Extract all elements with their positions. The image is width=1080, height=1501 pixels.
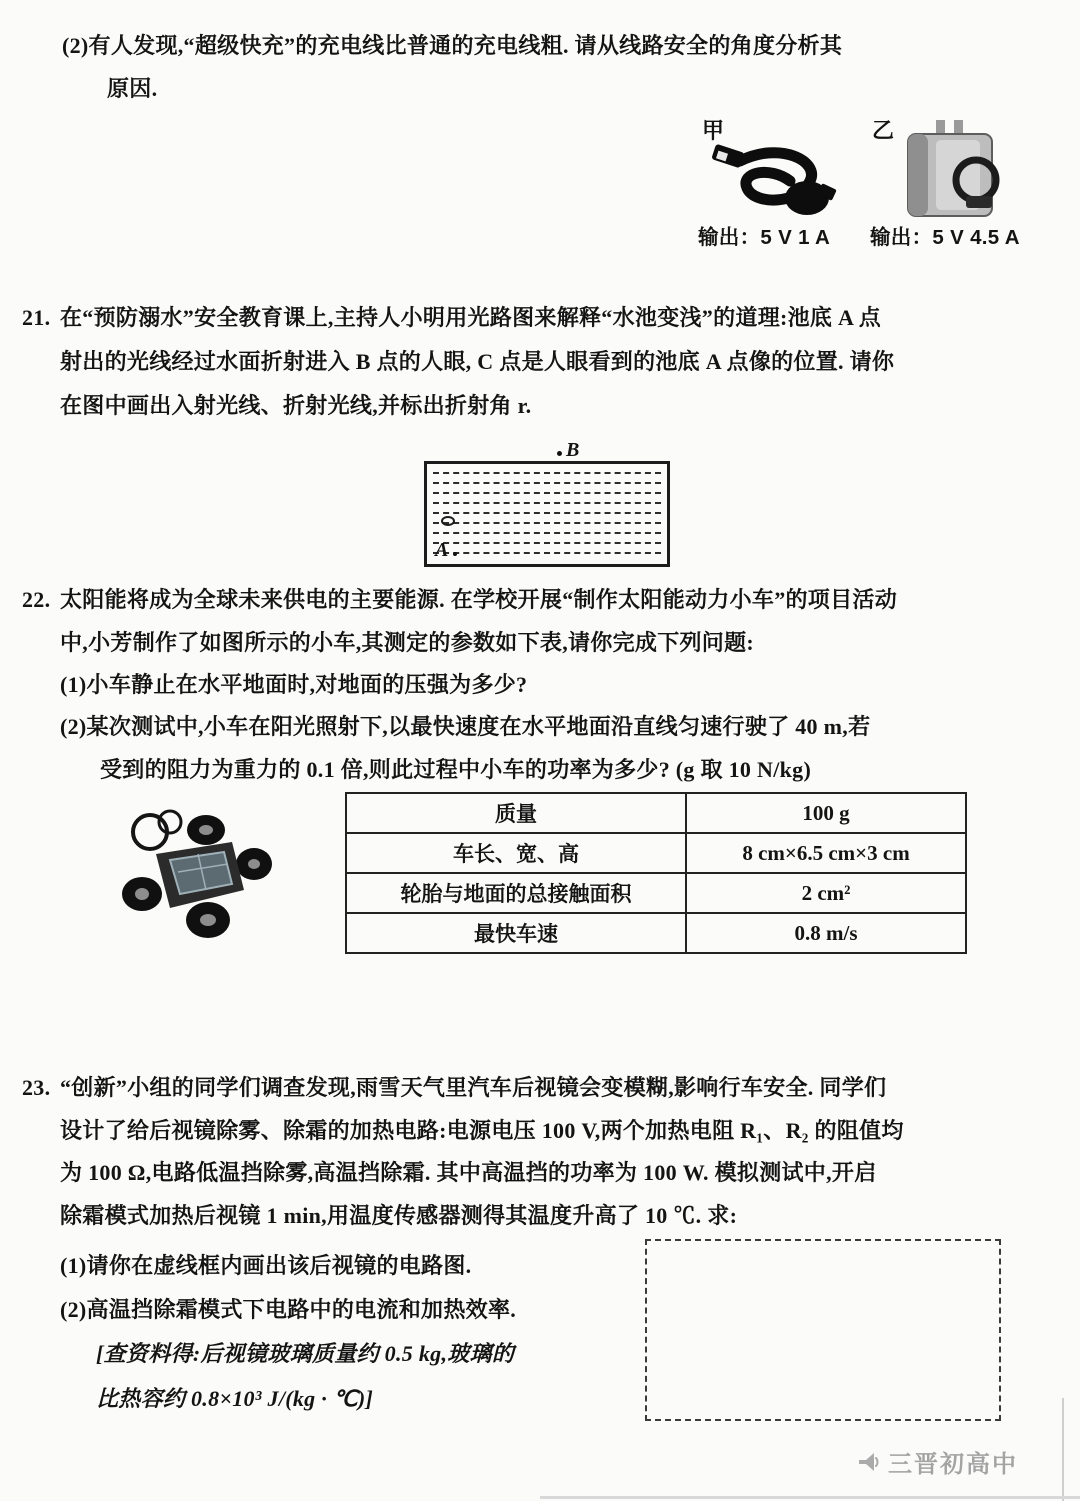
q23-item2: (2)高温挡除霜模式下电路中的电流和加热效率.: [60, 1297, 517, 1322]
watermark: [856, 1444, 1018, 1479]
param-value: 100 g: [686, 793, 966, 833]
water-line: [433, 532, 661, 534]
table-row: [346, 873, 966, 913]
q22-line2: 中,小芳制作了如图所示的小车,其测定的参数如下表,请你完成下列问题:: [60, 630, 755, 655]
point-b-label: B: [566, 439, 580, 461]
q21-line2: 射出的光线经过水面折射进入 B 点的人眼, C 点是人眼看到的池底 A 点像的位置. 请你: [60, 349, 895, 374]
param-value: 0.8 m/s: [686, 913, 966, 953]
param-value: 8 cm×6.5 cm×3 cm: [686, 833, 966, 873]
q23-line2: 设计了给后视镜除雾、除霜的加热电路:电源电压 100 V,两个加热电阻 R₁、R₂ 的阻值均: [60, 1118, 904, 1143]
q22-item2-line1: (2)某次测试中,小车在阳光照射下,以最快速度在水平地面沿直线匀速行驶了 40 m,若: [60, 714, 871, 739]
q23-note-line2: 比热容约 0.8×10³ J/(kg · ℃)]: [96, 1386, 374, 1411]
param-label: 质量: [346, 793, 686, 833]
table-row: [346, 833, 966, 873]
point-b-dot: [557, 451, 562, 456]
q23-line1: “创新”小组的同学们调查发现,雨雪天气里汽车后视镜会变模糊,影响行车安全. 同学们: [60, 1075, 887, 1100]
water-line: [433, 472, 661, 474]
charger-b-image: [896, 118, 1014, 223]
charger-b-caption: 输出：5 V 4.5 A: [870, 226, 1020, 249]
water-line: [433, 502, 661, 504]
q23-item1: (1)请你在虚线框内画出该后视镜的电路图.: [60, 1253, 472, 1278]
charger-a-caption: 输出：5 V 1 A: [698, 226, 831, 249]
scan-artifact: [1062, 1398, 1064, 1501]
solar-car-image: [108, 798, 276, 948]
q20-part2-line2: 原因.: [107, 76, 158, 101]
q23-line3: 为 100 Ω,电路低温挡除雾,高温挡除霜. 其中高温挡的功率为 100 W. 模拟测试中,开启: [60, 1160, 877, 1185]
megaphone-icon: [856, 1449, 882, 1475]
q20-part2-line1: (2)有人发现,“超级快充”的充电线比普通的充电线粗. 请从线路安全的角度分析其: [62, 33, 843, 58]
q21-number: 21.: [22, 305, 51, 330]
charger-a-label: 甲: [702, 118, 725, 143]
charger-a-image: [695, 126, 845, 226]
point-a-dot: [453, 552, 457, 556]
param-label: 轮胎与地面的总接触面积: [346, 873, 686, 913]
param-value: 2 cm²: [686, 873, 966, 913]
point-a-label: A: [435, 539, 449, 561]
circuit-drawing-box: [645, 1239, 1001, 1421]
param-label: 最快车速: [346, 913, 686, 953]
q21-line1: 在“预防溺水”安全教育课上,主持人小明用光路图来解释“水池变浅”的道理:池底 A 点: [60, 305, 882, 330]
scan-artifact: [540, 1496, 1080, 1499]
q23-note-line1: [查资料得:后视镜玻璃质量约 0.5 kg,玻璃的: [96, 1341, 515, 1366]
q23-number: 23.: [22, 1075, 51, 1100]
q23-line4: 除霜模式加热后视镜 1 min,用温度传感器测得其温度升高了 10 ℃. 求:: [60, 1203, 738, 1228]
table-row: [346, 793, 966, 833]
q22-item1: (1)小车静止在水平地面时,对地面的压强为多少?: [60, 672, 528, 697]
water-line: [433, 552, 661, 554]
water-tank: [424, 461, 670, 567]
watermark-text: 三晋初高中: [888, 1451, 1018, 1478]
param-label: 车长、宽、高: [346, 833, 686, 873]
q22-line1: 太阳能将成为全球未来供电的主要能源. 在学校开展“制作太阳能动力小车”的项目活动: [60, 587, 898, 612]
car-parameter-table: [345, 792, 967, 954]
water-line: [433, 512, 661, 514]
point-c-mark: [441, 516, 455, 526]
water-line: [433, 482, 661, 484]
water-line: [433, 542, 661, 544]
q22-number: 22.: [22, 587, 51, 612]
water-line: [433, 522, 661, 524]
q21-line3: 在图中画出入射光线、折射光线,并标出折射角 r.: [60, 393, 532, 418]
water-line: [433, 492, 661, 494]
charger-b-label: 乙: [872, 118, 895, 143]
table-row: [346, 913, 966, 953]
q22-item2-line2: 受到的阻力为重力的 0.1 倍,则此过程中小车的功率为多少? (g 取 10 N/kg): [100, 757, 812, 782]
